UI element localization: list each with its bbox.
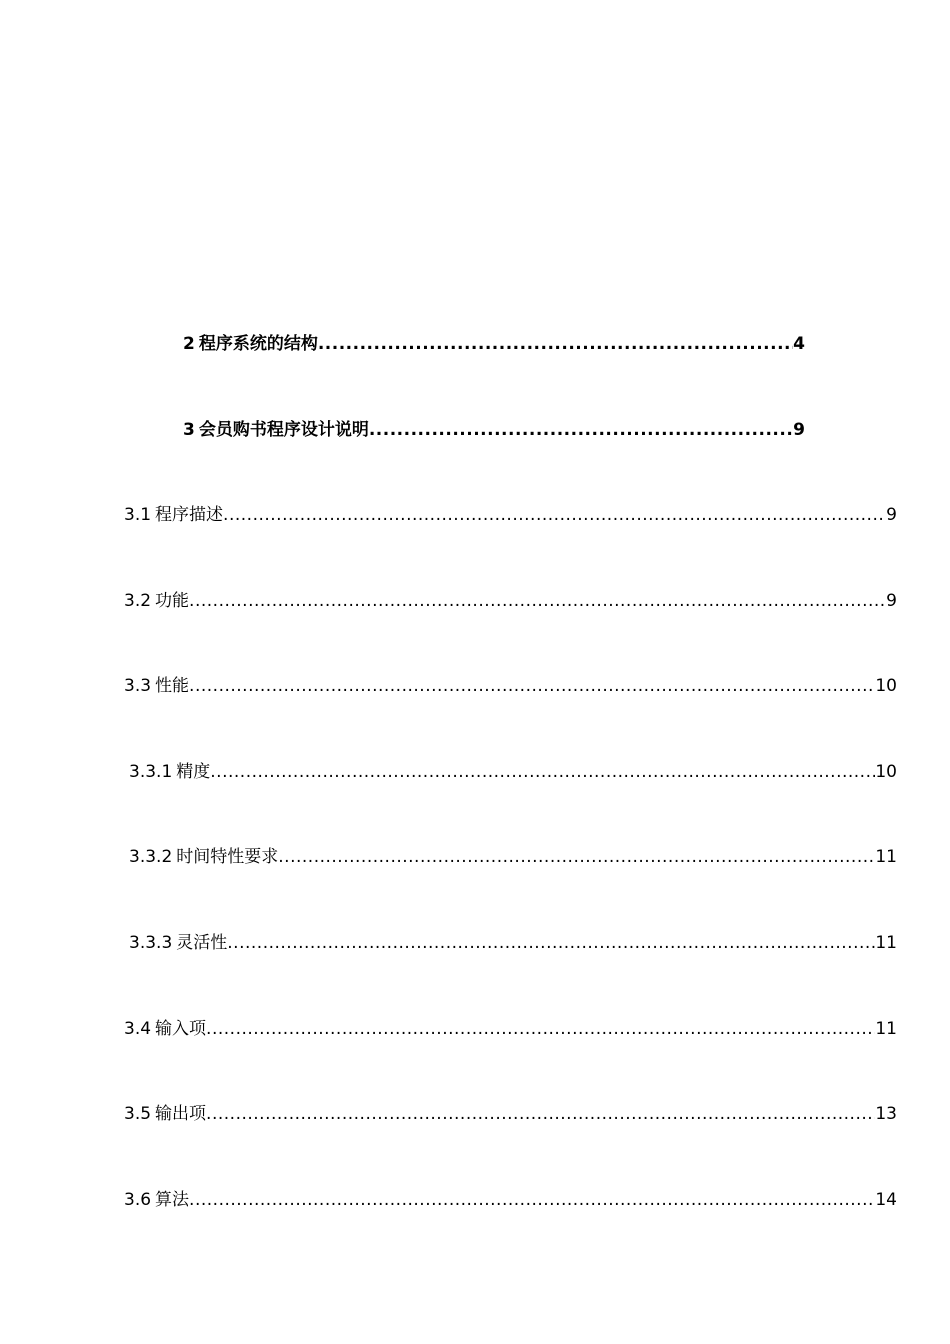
toc-number: 3.3.3 <box>129 933 173 953</box>
toc-number: 3.5 <box>124 1104 152 1124</box>
toc-number: 3 <box>183 420 195 440</box>
toc-title: 算法 <box>155 1190 190 1210</box>
toc-page-number: 9 <box>886 591 897 611</box>
toc-title: 输入项 <box>155 1019 207 1039</box>
toc-entry-3-3 <box>124 675 897 697</box>
toc-entry-3-6 <box>124 1189 897 1211</box>
toc-entry-3-3-1 <box>129 761 897 783</box>
toc-entry-3 <box>183 419 805 441</box>
toc-number: 3.3 <box>124 676 152 696</box>
toc-page-number: 14 <box>875 1190 897 1210</box>
toc-number: 3.2 <box>124 591 152 611</box>
dot-leader <box>227 932 875 954</box>
toc-title: 时间特性要求 <box>176 847 279 867</box>
dot-leader <box>189 675 875 697</box>
toc-number: 3.1 <box>124 505 152 525</box>
toc-number: 3.4 <box>124 1019 152 1039</box>
dot-leader <box>189 590 886 612</box>
toc-title: 程序系统的结构 <box>198 334 318 354</box>
toc-page-number: 13 <box>875 1104 897 1124</box>
toc-page-number: 11 <box>875 933 897 953</box>
dot-leader <box>318 333 793 355</box>
toc-page-number: 11 <box>875 1019 897 1039</box>
toc-title: 功能 <box>155 591 190 611</box>
dot-leader <box>210 761 875 783</box>
toc-entry-2 <box>183 333 805 355</box>
toc-page-number: 10 <box>875 762 897 782</box>
toc-entry-3-3-3 <box>129 932 897 954</box>
toc-entry-3-3-2 <box>129 846 897 868</box>
toc-title: 程序描述 <box>155 505 224 525</box>
toc-page-number: 9 <box>886 505 897 525</box>
toc-number: 2 <box>183 334 195 354</box>
dot-leader <box>278 846 875 868</box>
toc-entry-3-4 <box>124 1018 897 1040</box>
toc-title: 会员购书程序设计说明 <box>198 420 369 440</box>
toc-number: 3.3.2 <box>129 847 173 867</box>
toc-title: 精度 <box>176 762 211 782</box>
toc-number: 3.6 <box>124 1190 152 1210</box>
toc-title: 输出项 <box>155 1104 207 1124</box>
toc-title: 性能 <box>155 676 190 696</box>
toc-number: 3.3.1 <box>129 762 173 782</box>
toc-page-number: 11 <box>875 847 897 867</box>
toc-entry-3-2 <box>124 590 897 612</box>
dot-leader <box>206 1018 875 1040</box>
dot-leader <box>189 1189 875 1211</box>
toc-entry-3-5 <box>124 1103 897 1125</box>
dot-leader <box>206 1103 875 1125</box>
toc-page-number: 10 <box>875 676 897 696</box>
toc-page-number: 9 <box>793 420 805 440</box>
dot-leader <box>223 504 886 526</box>
toc-page-number: 4 <box>793 334 805 354</box>
dot-leader <box>369 419 793 441</box>
toc-title: 灵活性 <box>176 933 228 953</box>
toc-entry-3-1 <box>124 504 897 526</box>
